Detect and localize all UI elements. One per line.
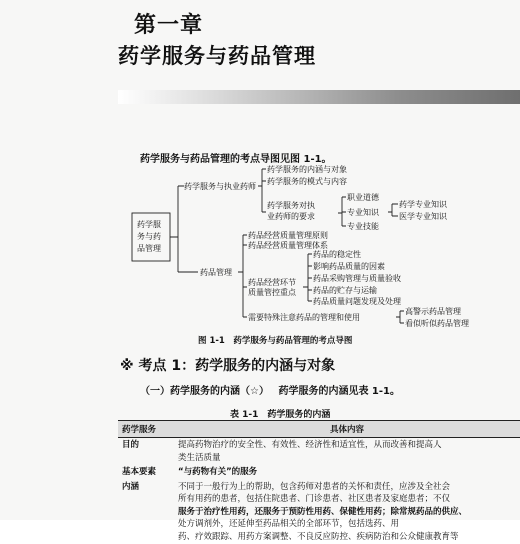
root-line-1: 药学服 [137, 219, 161, 229]
b2-item-4: 需要特殊注意药品的管理和使用 [248, 312, 360, 322]
branch2-label: 药品管理 [200, 267, 232, 277]
row-line: 不同于一般行为上的帮助，包含药师对患者的关怀和责任，应涉及全社会 [178, 481, 516, 494]
root-line-2: 务与药 [137, 231, 161, 241]
table-caption: 表 1-1 药学服务的内涵 [230, 407, 330, 420]
root-line-3: 品管理 [137, 243, 161, 253]
row-key: 内涵 [118, 480, 174, 544]
req-1: 职业道德 [347, 192, 380, 202]
control-5: 药品质量问题发现及处理 [313, 296, 401, 306]
knowledge-2: 医学专业知识 [399, 211, 448, 221]
row-content [174, 465, 520, 480]
b1-item-3b: 业药师的要求 [267, 211, 315, 221]
control-4: 药品的贮存与运输 [313, 285, 377, 295]
b2-item-2: 药品经营质量管理体系 [248, 240, 328, 250]
req-2: 专业知识 [347, 207, 380, 217]
chapter-label: 第一章 [134, 8, 203, 39]
row-line: 处方调剂外，还延伸至药品相关的全部环节，包括选药、用 [178, 518, 516, 531]
b1-item-2: 药学服务的模式与内容 [267, 176, 347, 186]
row-content [174, 480, 520, 544]
row-line: 药、疗效跟踪、用药方案调整、不良反应防控、疾病防治和公众健康教育等 [178, 531, 516, 544]
table-header-content: 具体内容 [174, 421, 520, 438]
table-header-service: 药学服务 [118, 421, 174, 438]
control-2: 影响药品质量的因素 [313, 261, 385, 271]
table-row [118, 465, 520, 480]
b1-item-1: 药学服务的内涵与对象 [267, 164, 347, 174]
branch1-label: 药学服务与执业药师 [184, 181, 256, 191]
section-title: ※ 考点 1：药学服务的内涵与对象 [120, 355, 335, 375]
table-row [118, 438, 520, 466]
row-key: 基本要素 [118, 465, 174, 480]
table-row [118, 480, 520, 544]
control-3: 药品采购管理与质量验收 [313, 273, 401, 283]
b2-item-3a: 药品经营环节 [248, 277, 296, 287]
table-header-row [118, 421, 520, 438]
special-1: 高警示药品管理 [405, 306, 461, 316]
row-line: “与药物有关”的服务 [178, 466, 516, 479]
row-key: 目的 [118, 438, 174, 466]
b2-item-3b: 质量管控重点 [248, 287, 297, 297]
figure-caption: 图 1-1 药学服务与药品管理的考点导图 [198, 334, 352, 346]
knowledge-1: 药学专业知识 [399, 199, 448, 209]
chapter-title: 药学服务与药品管理 [118, 40, 316, 70]
row-line: 服务于治疗性用药，还服务于预防性用药、保健性用药；除常规药品的供应、 [178, 506, 516, 519]
row-line: 类生活质量 [178, 452, 516, 465]
req-3: 专业技能 [347, 221, 379, 231]
row-content [174, 438, 520, 466]
b2-item-1: 药品经营质量管理原则 [248, 230, 328, 240]
row-line: 所有用药的患者，包括住院患者、门诊患者、社区患者及家庭患者；不仅 [178, 493, 516, 506]
b1-item-3a: 药学服务对执 [267, 200, 315, 210]
subsection-prefix: （一）药学服务的内涵（☆） [140, 386, 269, 397]
row-line: 提高药物治疗的安全性、有效性、经济性和适宜性，从而改善和提高人 [178, 439, 516, 452]
control-1: 药品的稳定性 [313, 249, 361, 259]
content-table [118, 420, 520, 544]
subsection-text: 药学服务的内涵见表 1-1。 [278, 386, 400, 397]
subsection-heading [140, 382, 400, 397]
intro-text: 药学服务与药品管理的考点导图见图 1-1。 [140, 150, 332, 165]
special-2: 看似听似药品管理 [405, 318, 469, 328]
